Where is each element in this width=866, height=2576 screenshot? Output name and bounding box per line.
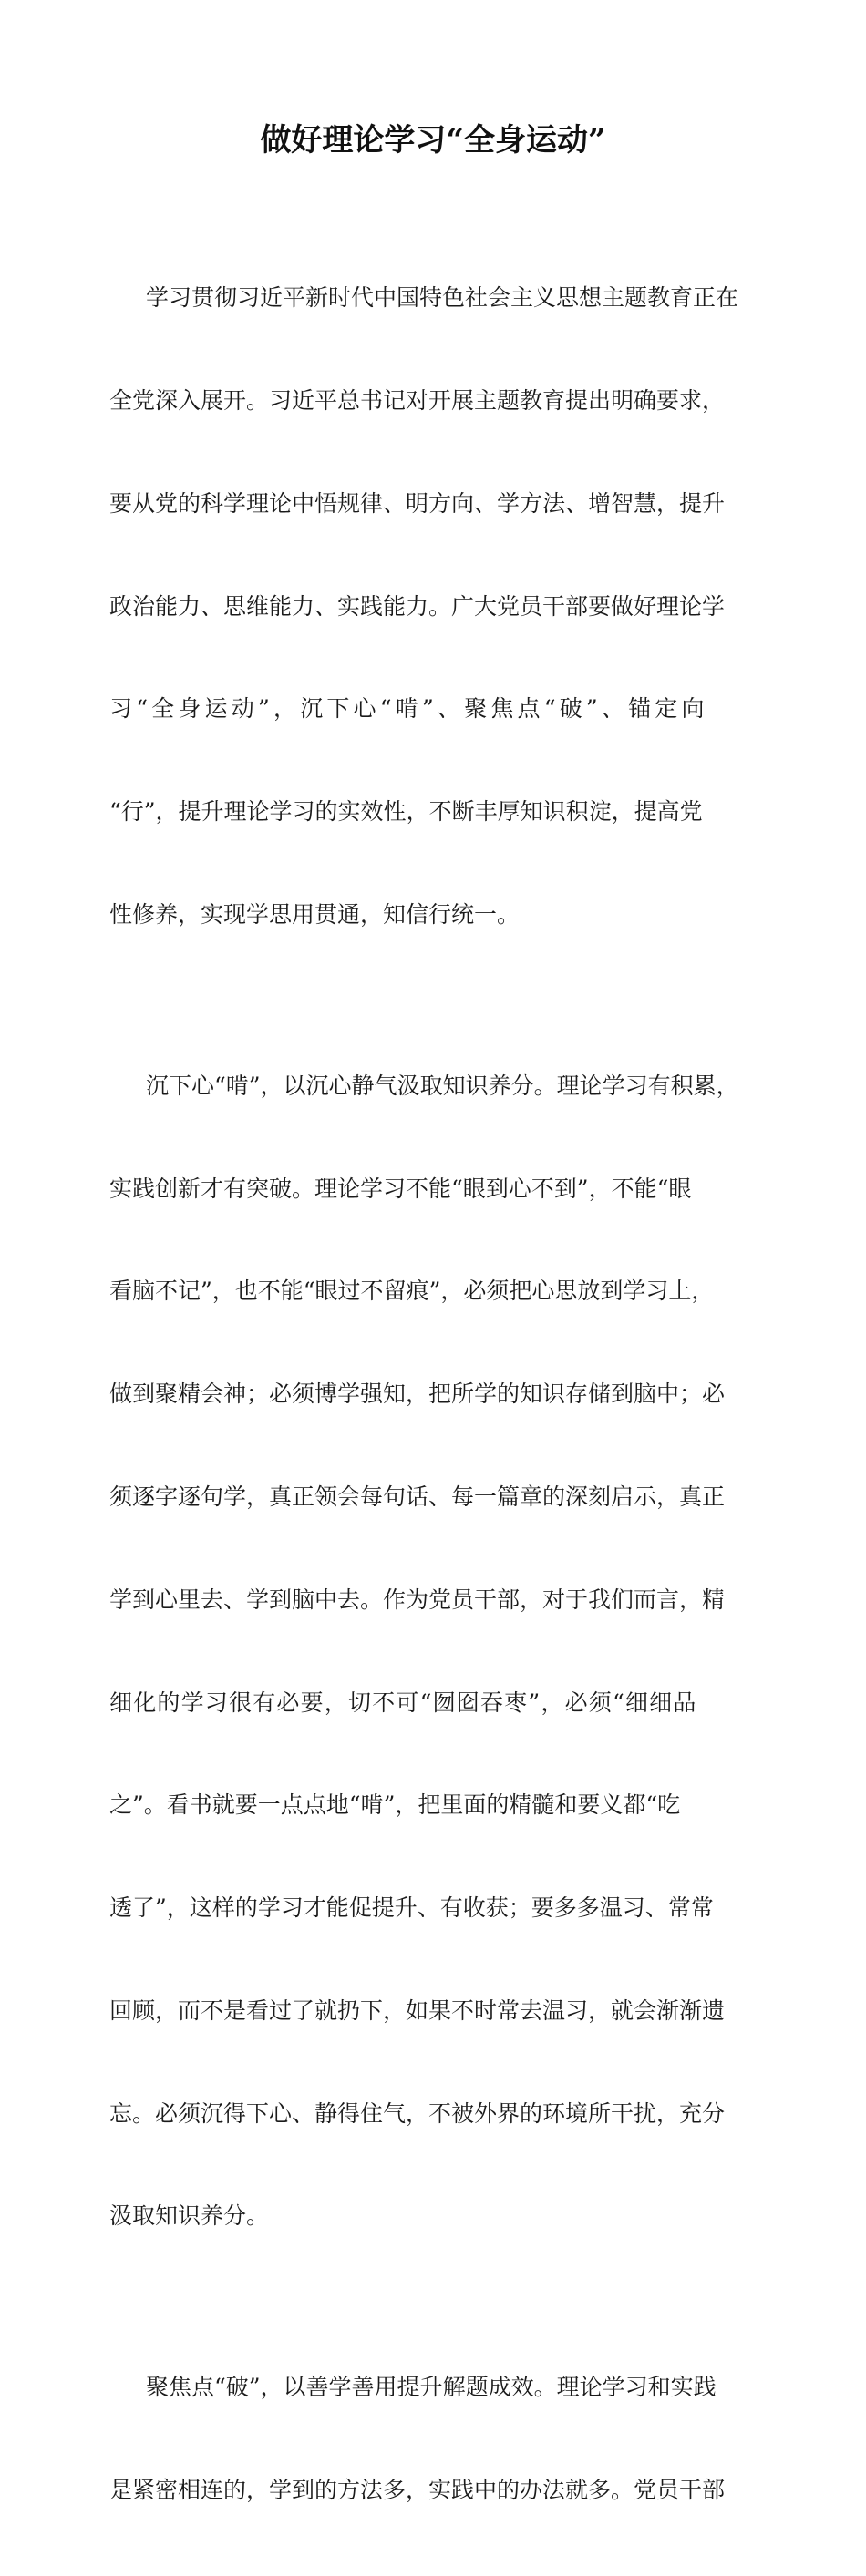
text-line: 看脑不记”，也不能“眼过不留痕”，必须把心思放到学习上， (109, 1278, 715, 1305)
text-line: 汲取知识养分。 (109, 2202, 270, 2230)
text-line: 要从党的科学理论中悟规律、明方向、学方法、增智慧，提升 (109, 489, 726, 517)
text-line: 学习贯彻习近平新时代中国特色社会主义思想主题教育正在 (146, 284, 739, 312)
text-line: 做到聚精会神；必须博学强知，把所学的知识存储到脑中；必 (109, 1380, 726, 1408)
text-line: 须逐字逐句学，真正领会每句话、每一篇章的深刻启示，真正 (109, 1483, 726, 1510)
text-line: 学到心里去、学到脑中去。作为党员干部，对于我们而言，精 (109, 1586, 726, 1613)
paragraph-3 (109, 2302, 758, 2576)
text-line: 细化的学习很有必要，切不可“囫囵吞枣”，必须“细细品 (109, 1688, 697, 1716)
text-line: 忘。必须沉得下心、静得住气，不被外界的环境所干扰，充分 (109, 2099, 726, 2127)
text-line: 性修养，实现学思用贯通，知信行统一。 (109, 900, 521, 928)
text-line: 透了”，这样的学习才能促提升、有收获；要多多温习、常常 (109, 1894, 714, 1922)
text-line: 是紧密相连的，学到的方法多，实践中的办法就多。党员干部 (109, 2477, 726, 2504)
text-line: 全党深入展开。习近平总书记对开展主题教育提出明确要求， (109, 386, 726, 414)
text-line: 聚焦点“破”，以善学善用提升解题成效。理论学习和实践 (146, 2374, 717, 2401)
text-line: 实践创新才有突破。理论学习不能“眼到心不到”，不能“眼 (109, 1175, 692, 1202)
paragraph-1 (109, 212, 758, 1001)
text-line: 政治能力、思维能力、实践能力。广大党员干部要做好理论学 (109, 592, 726, 620)
document-body (109, 212, 758, 2576)
text-line: 之”。看书就要一点点地“啃”，把里面的精髓和要义都“吃 (109, 1791, 681, 1819)
text-line: “行”，提升理论学习的实效性，不断丰厚知识积淀，提高党 (109, 798, 703, 826)
text-line: 习“全身运动”，沉下心“啃”、聚焦点“破”、锚定向 (109, 695, 708, 723)
paragraph-2 (109, 1001, 758, 2303)
text-line: 沉下心“啃”，以沉心静气汲取知识养分。理论学习有积累， (146, 1072, 739, 1099)
document-title: 做好理论学习“全身运动” (260, 122, 606, 159)
text-line: 回顾，而不是看过了就扔下，如果不时常去温习，就会渐渐遗 (109, 1996, 726, 2024)
